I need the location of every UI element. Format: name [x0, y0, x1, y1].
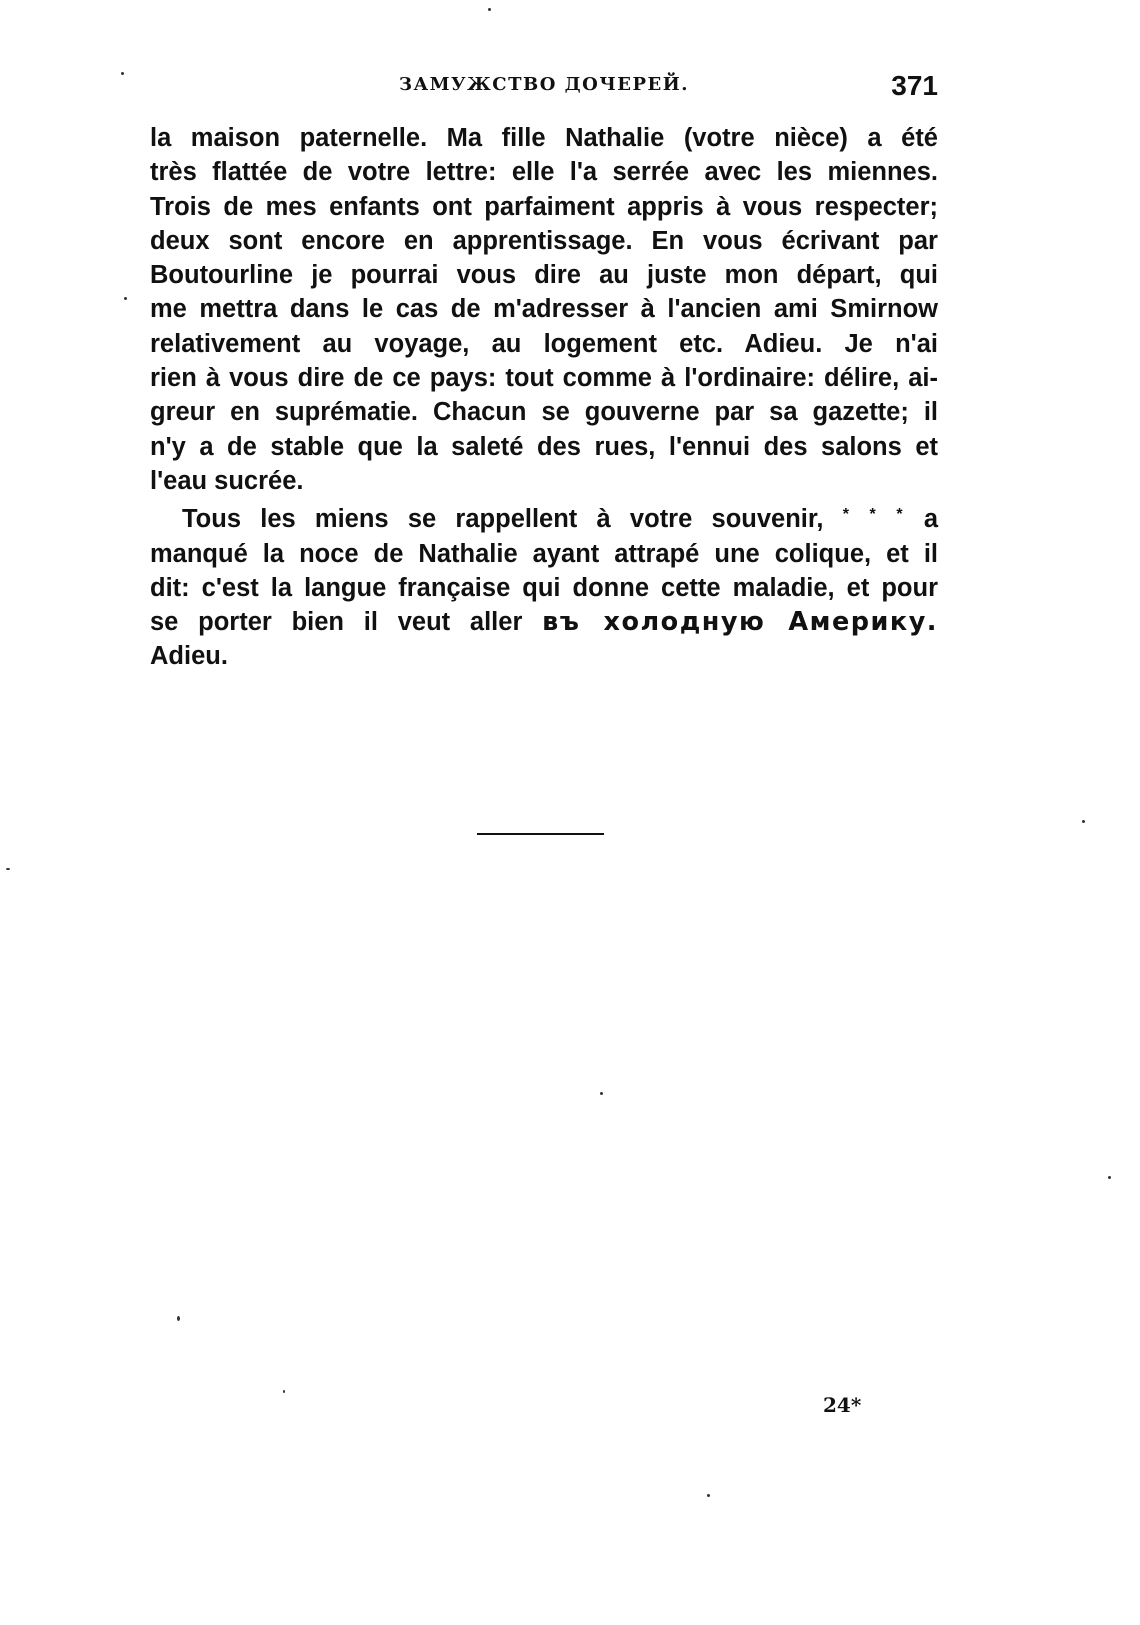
running-title: ЗАМУЖСТВО ДОЧЕРЕЙ.	[398, 74, 690, 95]
text-line: me mettra dans le cas de m'adresser à l'ancien ami Smirnow	[150, 295, 938, 324]
section-end-rule	[477, 833, 604, 835]
text-line: Adieu.	[150, 642, 228, 671]
text-line: rien à vous dire de ce pays: tout comme à l'ordinaire: délire, ai-	[150, 364, 938, 393]
scan-speck	[488, 8, 491, 11]
body-text	[150, 121, 938, 674]
text-line: n'y a de stable que la saleté des rues, l'ennui des salons et	[150, 432, 938, 461]
scan-speck	[6, 868, 10, 870]
text-line: Boutourline je pourrai vous dire au juste mon départ, qui	[150, 261, 938, 290]
scan-speck	[121, 72, 124, 75]
text-line: deux sont encore en apprentissage. En vous écrivant par	[150, 226, 938, 255]
text-line: manqué la noce de Nathalie ayant attrapé une colique, et il	[150, 539, 938, 568]
text-line: la maison paternelle. Ma fille Nathalie (votre nièce) a été	[150, 124, 938, 152]
scan-speck	[1082, 820, 1085, 823]
text-line: dit: c'est la langue française qui donne cette maladie, et pour	[150, 573, 938, 602]
scan-speck	[177, 1316, 180, 1321]
cyrillic-phrase: въ холодную Америку.	[542, 607, 938, 638]
scan-speck	[707, 1494, 710, 1497]
scan-speck	[1108, 1176, 1111, 1179]
text-fragment: a	[923, 505, 938, 534]
paragraph-1	[150, 121, 938, 498]
paragraph-2	[150, 498, 938, 673]
signature-mark: 24*	[823, 1393, 862, 1417]
text-line: l'eau sucrée.	[150, 466, 304, 495]
text-line	[150, 498, 938, 536]
text-fragment: se porter bien il veut aller	[150, 608, 523, 637]
scan-speck	[124, 297, 127, 300]
text-line: très flattée de votre lettre: elle l'a serrée avec les miennes.	[150, 158, 938, 187]
scan-speck	[283, 1390, 285, 1393]
text-line: greur en suprématie. Chacun se gouverne par sa gazette; il	[150, 398, 938, 427]
running-header	[150, 70, 938, 100]
asterism: * * *	[842, 506, 905, 524]
text-fragment: Tous les miens se rappellent à votre souvenir,	[182, 505, 824, 534]
text-line	[150, 605, 938, 639]
text-line: relativement au voyage, au logement etc. Adieu. Je n'ai	[150, 329, 938, 358]
scan-speck	[600, 1092, 603, 1095]
page-number: 371	[891, 70, 938, 101]
text-line: Trois de mes enfants ont parfaiment appris à vous respecter;	[150, 192, 938, 221]
